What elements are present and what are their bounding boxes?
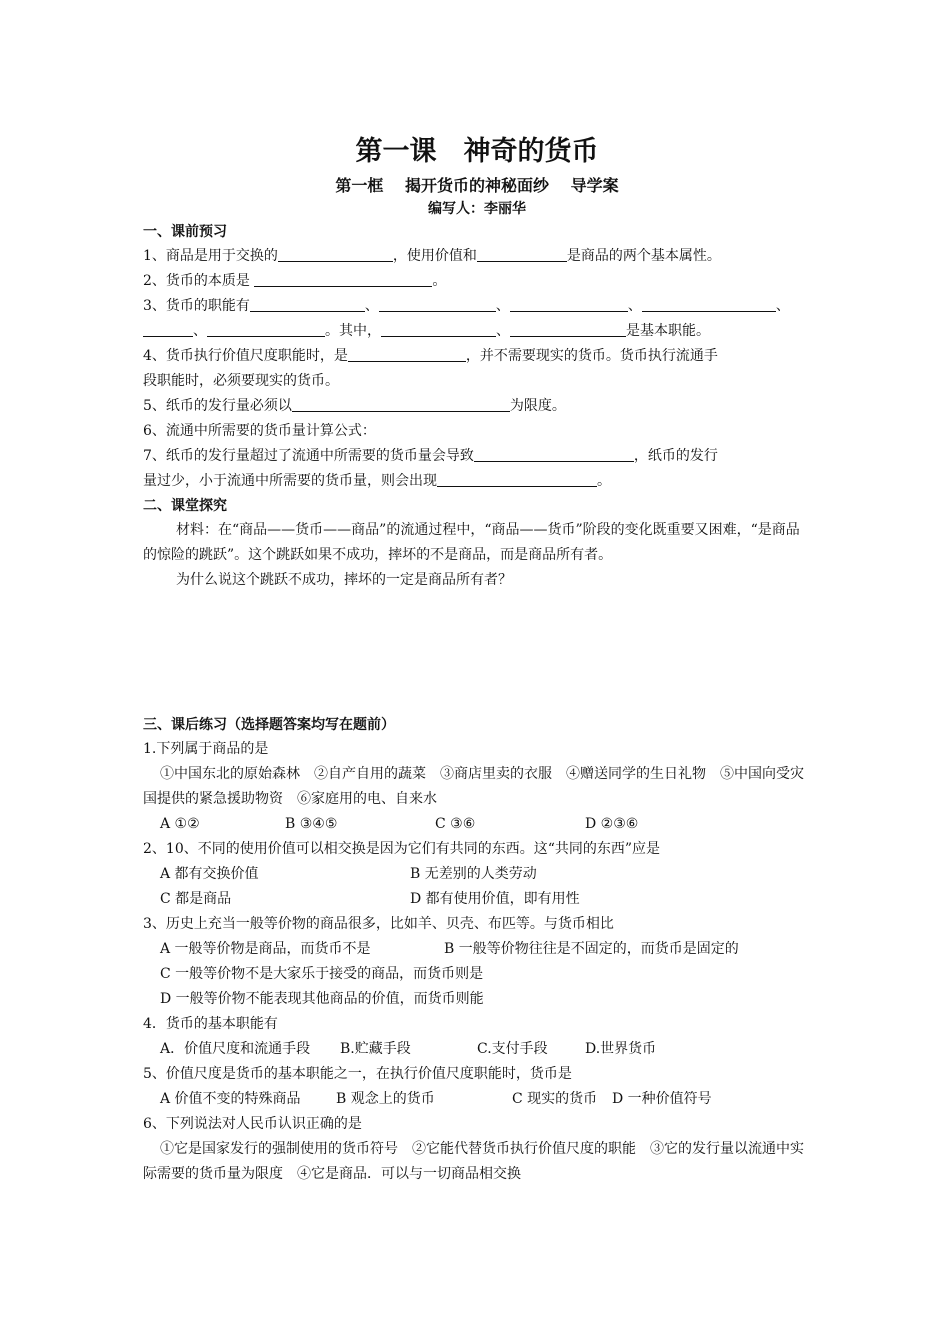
preview-question-2 xyxy=(143,269,811,294)
practice-question-2: 2、10、不同的使用价值可以相交换是因为它们有共同的东西。这“共同的东西”应是 xyxy=(143,841,661,857)
option-a[interactable]: A．价值尺度和流通手段 xyxy=(160,1041,311,1057)
option-c[interactable]: C 现实的货币 xyxy=(512,1091,598,1107)
answer-blank[interactable] xyxy=(254,272,432,287)
q7-text-a: 7、纸币的发行量超过了流通中所需要的货币量会导致 xyxy=(143,448,474,464)
q1-text-c: 是商品的两个基本属性。 xyxy=(566,248,721,264)
section-preview-heading: 一、课前预习 xyxy=(143,224,227,240)
separator: 、 xyxy=(193,323,207,339)
q2-text-b: 。 xyxy=(432,273,447,289)
answer-blank[interactable] xyxy=(379,297,496,312)
answer-blank[interactable] xyxy=(292,397,510,412)
option-d[interactable]: D ②③⑥ xyxy=(585,816,639,832)
lesson-subtitle: 第一框 揭开货币的神秘面纱 导学案 xyxy=(335,176,619,195)
option-c[interactable]: C 一般等价物不是大家乐于接受的商品，而货币则是 xyxy=(160,966,484,982)
answer-blank[interactable] xyxy=(348,347,466,362)
option-d[interactable]: D 一般等价物不能表现其他商品的价值，而货币则能 xyxy=(160,991,484,1007)
q5-text-a: 5、纸币的发行量必须以 xyxy=(143,398,292,414)
option-d[interactable]: D 一种价值符号 xyxy=(612,1091,712,1107)
q7-text-c: 量过少，小于流通中所需要的货币量，则会出现 xyxy=(143,473,437,489)
q5-text-b: 为限度。 xyxy=(509,398,566,414)
preview-question-3-line-2 xyxy=(143,319,811,344)
separator: 、 xyxy=(627,298,642,314)
answer-blank[interactable] xyxy=(510,297,628,312)
inquiry-material: 材料：在“商品——货币——商品”的流通过程中，“商品——货币”阶段的变化既重要又困难，“是商品的惊险的跳跃”。这个跳跃如果不成功，摔坏的不是商品，而是商品所有者。 xyxy=(143,522,800,563)
practice-question-2-options-1 xyxy=(143,862,811,887)
preview-question-4-line-2: 段职能时，必须要现实的货币。 xyxy=(143,373,339,389)
q7-text-d: 。 xyxy=(597,473,611,489)
preview-question-5 xyxy=(143,394,811,419)
inquiry-question: 为什么说这个跳跃不成功，摔坏的一定是商品所有者？ xyxy=(176,572,512,588)
practice-question-3-options-1 xyxy=(143,937,811,962)
q4-text-a: 4、货币执行价值尺度职能时，是 xyxy=(143,348,348,364)
answer-blank[interactable] xyxy=(437,472,597,487)
separator: 、 xyxy=(495,298,510,314)
answer-blank[interactable] xyxy=(143,322,193,337)
author-line: 编写人：李丽华 xyxy=(428,201,526,217)
section-inquiry-heading: 二、课堂探究 xyxy=(143,498,227,514)
answer-blank[interactable] xyxy=(207,322,325,337)
separator: 、 xyxy=(775,298,790,314)
q3-text-b: 。其中， xyxy=(325,323,381,339)
option-b[interactable]: B 无差别的人类劳动 xyxy=(410,866,537,882)
practice-question-1-items: ①中国东北的原始森林 ②自产自用的蔬菜 ③商店里卖的衣服 ④赠送同学的生日礼物 ⑤中国向受灾国提供的紧急援助物资 ⑥家庭用的电、自来水 xyxy=(143,766,804,807)
option-a[interactable]: A 价值不变的特殊商品 xyxy=(160,1091,301,1107)
option-c[interactable]: C.支付手段 xyxy=(477,1041,548,1057)
answer-blank[interactable] xyxy=(474,447,634,462)
answer-blank[interactable] xyxy=(278,247,393,262)
practice-question-1: 1.下列属于商品的是 xyxy=(143,741,269,757)
practice-question-6: 6、下列说法对人民币认识正确的是 xyxy=(143,1116,362,1132)
lesson-title: 第一课 神奇的货币 xyxy=(355,136,599,167)
option-b[interactable]: B 观念上的货币 xyxy=(336,1091,435,1107)
q1-text-b: ，使用价值和 xyxy=(392,248,477,264)
practice-question-5: 5、价值尺度是货币的基本职能之一，在执行价值尺度职能时，货币是 xyxy=(143,1066,572,1082)
preview-question-1 xyxy=(143,244,811,269)
separator: 、 xyxy=(364,298,379,314)
option-d[interactable]: D 都有使用价值，即有用性 xyxy=(410,891,580,907)
answer-blank[interactable] xyxy=(381,322,496,337)
separator: 、 xyxy=(496,323,510,339)
option-c[interactable]: C ③⑥ xyxy=(435,816,476,832)
answer-blank[interactable] xyxy=(250,297,365,312)
option-b[interactable]: B.贮藏手段 xyxy=(340,1041,411,1057)
preview-question-6: 6、流通中所需要的货币量计算公式： xyxy=(143,423,376,439)
answer-blank[interactable] xyxy=(510,322,626,337)
option-b[interactable]: B ③④⑤ xyxy=(285,816,338,832)
practice-question-4: 4．货币的基本职能有 xyxy=(143,1016,278,1032)
option-d[interactable]: D.世界货币 xyxy=(585,1041,657,1057)
option-a[interactable]: A 一般等价物是商品，而货币不是 xyxy=(160,941,371,957)
practice-question-2-options-2 xyxy=(143,887,811,912)
q1-text-a: 1、商品是用于交换的 xyxy=(143,248,278,264)
option-c[interactable]: C 都是商品 xyxy=(160,891,232,907)
q3-text-a: 3、货币的职能有 xyxy=(143,298,250,314)
section-practice-heading: 三、课后练习（选择题答案均写在题前） xyxy=(143,717,395,733)
option-b[interactable]: B 一般等价物往往是不固定的，而货币是固定的 xyxy=(444,941,739,957)
preview-question-4-line-1 xyxy=(143,344,811,369)
answer-space[interactable] xyxy=(143,593,811,713)
q7-text-b: ，纸币的发行 xyxy=(633,448,718,464)
preview-question-7-line-1 xyxy=(143,444,811,469)
q4-text-b: ，并不需要现实的货币。货币执行流通手 xyxy=(465,348,718,364)
preview-question-7-line-2 xyxy=(143,469,811,494)
preview-question-3-line-1 xyxy=(143,294,811,319)
practice-question-1-options xyxy=(143,812,811,837)
practice-question-5-options xyxy=(143,1087,811,1112)
practice-question-6-items: ①它是国家发行的强制使用的货币符号 ②它能代替货币执行价值尺度的职能 ③它的发行量以流通中实际需要的货币量为限度 ④它是商品．可以与一切商品相交换 xyxy=(143,1141,804,1182)
worksheet-page xyxy=(143,132,811,1187)
practice-question-3: 3、历史上充当一般等价物的商品很多，比如羊、贝壳、布匹等。与货币相比 xyxy=(143,916,614,932)
answer-blank[interactable] xyxy=(642,297,776,312)
option-a[interactable]: A ①② xyxy=(160,816,200,832)
option-a[interactable]: A 都有交换价值 xyxy=(160,866,259,882)
q2-text-a: 2、货币的本质是 xyxy=(143,273,250,289)
q3-text-c: 是基本职能。 xyxy=(626,323,710,339)
answer-blank[interactable] xyxy=(477,247,567,262)
practice-question-4-options xyxy=(143,1037,811,1062)
